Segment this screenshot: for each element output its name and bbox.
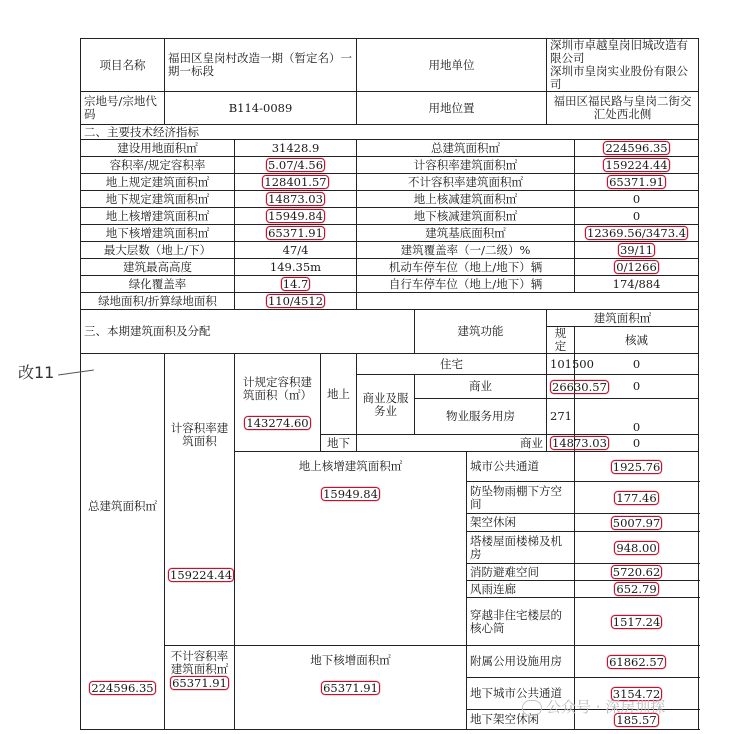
item-label: 穿越非住宅楼层的核心筒 — [467, 598, 575, 646]
indicator-label: 地上规定建筑面积㎡ — [81, 174, 235, 191]
location-label: 用地位置 — [357, 92, 547, 125]
comm-service-label: 商业及服务业 — [357, 375, 415, 435]
indicator-value-cell — [575, 225, 699, 242]
indicator-value: 14.7 — [282, 277, 309, 291]
section2-row — [81, 242, 699, 259]
item-value: 1517.24 — [612, 614, 661, 629]
counted-area-value: 159224.44 — [170, 568, 233, 582]
land-unit-value-2: 深圳市皇岗实业股份有限公司 — [550, 64, 689, 91]
area-header: 建筑面积㎡ — [547, 310, 699, 327]
indicator-label: 地下核减建筑面积㎡ — [357, 208, 575, 225]
indicator-value: 65371.91 — [268, 226, 323, 240]
empty-cell — [357, 293, 699, 310]
uncounted-cell — [165, 646, 235, 730]
land-unit-value-1: 深圳市卓越皇岗旧城改造有限公司 — [550, 38, 689, 65]
indicator-value: 0/1266 — [616, 260, 657, 274]
above-increase-value: 15949.84 — [323, 487, 378, 501]
item-label: 防坠物雨棚下方空间 — [467, 482, 575, 514]
indicator-value: 0 — [575, 191, 699, 208]
item-label: 塔楼屋面楼梯及机房 — [467, 532, 575, 564]
item-value: 177.46 — [616, 490, 657, 505]
section2-row — [81, 174, 699, 191]
below-item-value: 3154.72 — [612, 686, 661, 701]
indicator-label: 建设用地面积㎡ — [81, 140, 235, 157]
indicator-label: 自行车停车位（地上/地下）辆 — [357, 276, 575, 293]
residential-label: 住宅 — [357, 354, 547, 375]
indicator-label: 最大层数（地上/下） — [81, 242, 235, 259]
project-name-value: 福田区皇岗村改造一期（暂定名）一期一标段 — [165, 39, 357, 92]
rule-counted-cell — [235, 354, 321, 452]
technical-indicator-table — [80, 38, 699, 730]
wechat-icon — [522, 700, 542, 716]
handwritten-annotation: 改11 — [18, 363, 55, 382]
indicator-value: 110/4512 — [267, 294, 324, 308]
indicator-label: 地上核增建筑面积㎡ — [81, 208, 235, 225]
indicator-label: 地下核增建筑面积㎡ — [81, 225, 235, 242]
rule-counted-value: 143274.60 — [246, 415, 309, 430]
indicator-label: 绿化覆盖率 — [81, 276, 235, 293]
below-ground-label: 地下 — [321, 435, 357, 452]
indicator-label: 建筑覆盖率（一/二级）% — [357, 242, 575, 259]
indicator-label: 建筑基底面积㎡ — [357, 225, 575, 242]
indicator-value: 224596.35 — [605, 141, 668, 155]
prop-rule: 271 — [547, 399, 575, 435]
indicator-value: 65371.91 — [609, 175, 664, 189]
indicator-value-cell — [575, 242, 699, 259]
watermark-text: 公众号 · 深房圳探 — [546, 698, 666, 716]
indicator-label: 地下规定建筑面积㎡ — [81, 191, 235, 208]
indicator-value-cell — [575, 174, 699, 191]
indicator-value: 128401.57 — [264, 175, 327, 189]
below-increase-label: 地下核增面积㎡ — [310, 653, 391, 667]
land-unit-value — [547, 39, 699, 92]
com-rule: 26630.57 — [552, 379, 607, 394]
com-verify: 0 — [575, 375, 699, 399]
below-item-value: 61862.57 — [609, 654, 664, 669]
indicator-label: 地上核减建筑面积㎡ — [357, 191, 575, 208]
indicator-label: 机动车停车位（地上/地下）辆 — [357, 259, 575, 276]
indicator-value: 12369.56/3473.4 — [587, 226, 687, 240]
counted-area-cell — [165, 354, 235, 646]
below-increase-cell — [235, 646, 467, 730]
function-label: 建筑功能 — [415, 310, 547, 354]
indicator-value: 159224.44 — [605, 158, 668, 172]
below-item-label: 地下城市公共通道 — [467, 678, 575, 710]
prop-verify: 0 — [575, 399, 699, 435]
item-label: 风雨连廊 — [467, 581, 575, 598]
above-increase-label: 地上核增建筑面积㎡ — [298, 459, 403, 473]
section3-title: 三、本期建筑面积及分配 — [81, 310, 415, 354]
item-value: 5007.97 — [612, 515, 661, 530]
section2-row — [81, 191, 699, 208]
indicator-label: 不计容积率建筑面积㎡ — [357, 174, 575, 191]
indicator-value: 174/884 — [575, 276, 699, 293]
indicator-value-cell — [235, 276, 357, 293]
item-value: 5720.62 — [612, 565, 661, 579]
item-label: 架空休闲 — [467, 514, 575, 532]
col-verify: 核减 — [575, 327, 699, 354]
indicator-value: 31428.9 — [235, 140, 357, 157]
below-com-verify: 0 — [575, 435, 699, 452]
counted-area-label: 计容积率建筑面积 — [170, 421, 229, 448]
item-label: 城市公共通道 — [467, 452, 575, 482]
indicator-value-cell — [235, 157, 357, 174]
parcel-label: 宗地号/宗地代码 — [81, 92, 165, 125]
indicator-value: 14873.03 — [268, 192, 323, 206]
uncounted-value: 65371.91 — [172, 676, 227, 690]
indicator-label: 建筑最高高度 — [81, 259, 235, 276]
indicator-label: 容积率/规定容积率 — [81, 157, 235, 174]
indicator-value: 149.35m — [235, 259, 357, 276]
indicator-value-cell — [575, 259, 699, 276]
total-area-cell — [81, 354, 165, 730]
indicator-value: 15949.84 — [268, 209, 323, 223]
indicator-label: 绿地面积/折算绿地面积 — [81, 293, 235, 310]
section2-row — [81, 293, 699, 310]
total-area-value: 224596.35 — [91, 681, 154, 695]
below-item-label: 附属公用设施用房 — [467, 646, 575, 678]
item-value: 948.00 — [616, 540, 657, 555]
watermark — [522, 696, 665, 717]
item-label: 消防避难空间 — [467, 564, 575, 581]
below-increase-value: 65371.91 — [323, 681, 378, 695]
indicator-value: 5.07/4.56 — [267, 158, 324, 172]
above-increase-cell — [235, 452, 467, 646]
total-area-label: 总建筑面积㎡ — [88, 499, 157, 513]
property-label: 物业服务用房 — [415, 399, 547, 435]
section2-row — [81, 225, 699, 242]
land-unit-label: 用地单位 — [357, 39, 547, 92]
rule-counted-label: 计规定容积建筑面积（㎡） — [243, 374, 312, 402]
section2-row — [81, 157, 699, 174]
above-ground-label: 地上 — [321, 354, 357, 435]
indicator-value-cell — [235, 293, 357, 310]
section2-row — [81, 140, 699, 157]
indicator-label: 总建筑面积㎡ — [357, 140, 575, 157]
below-com-rule: 14873.03 — [552, 436, 607, 450]
indicator-value: 0 — [575, 208, 699, 225]
below-com-label: 商业 — [357, 435, 547, 452]
location-value: 福田区福民路与皇岗二街交汇处西北侧 — [547, 92, 699, 125]
indicator-value-cell — [235, 191, 357, 208]
indicator-value: 47/4 — [235, 242, 357, 259]
section2-title: 二、主要技术经济指标 — [81, 125, 699, 140]
section2-rows — [81, 140, 699, 310]
parcel-value: B114-0089 — [165, 92, 357, 125]
item-value: 1925.76 — [612, 459, 661, 474]
below-item-label: 地下架空休闲 — [467, 710, 575, 730]
indicator-value-cell — [235, 225, 357, 242]
indicator-value: 39/11 — [619, 243, 654, 257]
indicator-value-cell — [575, 157, 699, 174]
item-value: 652.79 — [616, 582, 657, 596]
col-rule: 规定 — [547, 327, 575, 354]
res-rule: 101500 — [547, 354, 575, 375]
section2-row — [81, 276, 699, 293]
section2-row — [81, 208, 699, 225]
indicator-label: 计容积率建筑面积㎡ — [357, 157, 575, 174]
below-item-value: 185.57 — [616, 712, 657, 727]
section2-row — [81, 259, 699, 276]
commercial-label: 商业 — [415, 375, 547, 399]
indicator-value-cell — [235, 208, 357, 225]
indicator-value-cell — [235, 174, 357, 191]
indicator-value-cell — [575, 140, 699, 157]
project-name-label: 项目名称 — [81, 39, 165, 92]
res-verify: 0 — [575, 354, 699, 375]
uncounted-label: 不计容积率建筑面积㎡ — [170, 649, 229, 676]
